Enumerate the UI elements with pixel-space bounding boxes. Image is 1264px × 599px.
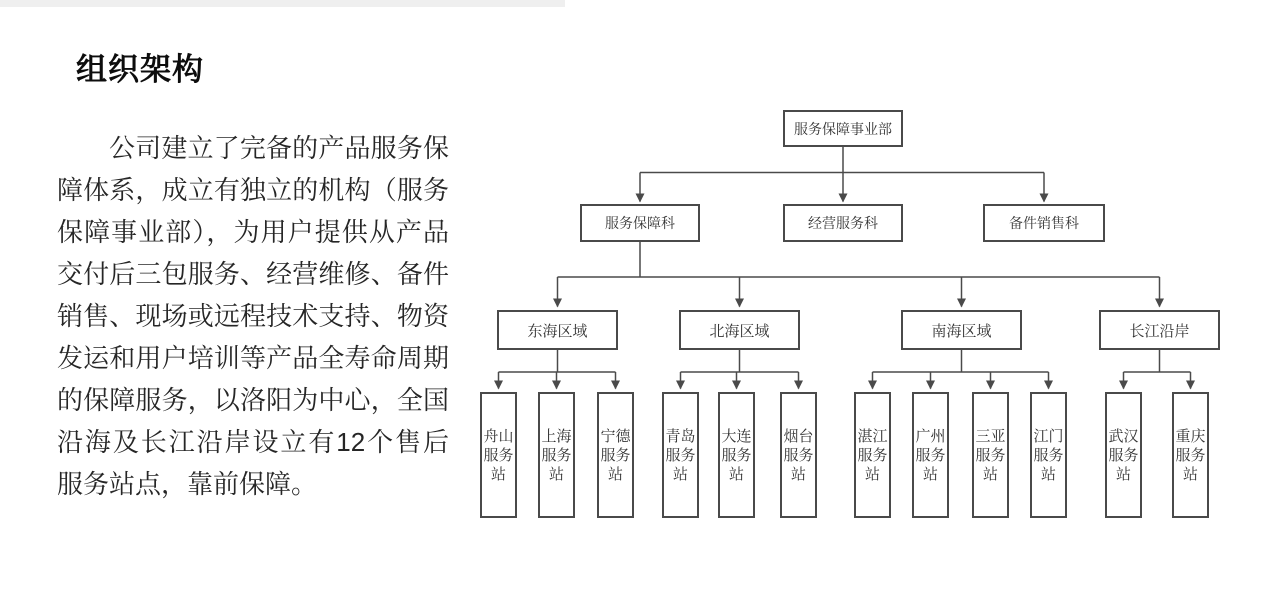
org-node-service-support-division: 服务保障事业部	[783, 110, 903, 147]
org-node-station-shanghai: 上海服务站	[538, 392, 575, 518]
org-node-region-east-sea: 东海区域	[497, 310, 618, 350]
org-node-region-north-sea: 北海区域	[679, 310, 800, 350]
org-node-station-chongqing: 重庆服务站	[1172, 392, 1209, 518]
intro-paragraph: 公司建立了完备的产品服务保障体系，成立有独立的机构（服务保障事业部），为用户提供从产品交付后三包服务、经营维修、备件销售、现场或远程技术支持、物资发运和用户培训等产品全寿命周期的保障服务，以洛阳为中心，全国沿海及长江沿岸设立有12个售后服务站点，靠前保障。	[57, 133, 449, 499]
org-node-station-ningde: 宁德服务站	[597, 392, 634, 518]
org-node-region-yangtze: 长江沿岸	[1099, 310, 1220, 350]
org-node-station-wuhan: 武汉服务站	[1105, 392, 1142, 518]
page-title: 组织架构	[76, 52, 204, 87]
org-node-station-guangzhou: 广州服务站	[912, 392, 949, 518]
org-node-region-south-sea: 南海区域	[901, 310, 1022, 350]
org-node-station-sanya: 三亚服务站	[972, 392, 1009, 518]
top-edge-strip	[0, 0, 565, 7]
org-node-station-qingdao: 青岛服务站	[662, 392, 699, 518]
org-node-station-zhoushan: 舟山服务站	[480, 392, 517, 518]
org-node-station-jiangmen: 江门服务站	[1030, 392, 1067, 518]
org-node-station-dalian: 大连服务站	[718, 392, 755, 518]
org-node-operation-service-section: 经营服务科	[783, 204, 903, 242]
org-node-station-yantai: 烟台服务站	[780, 392, 817, 518]
org-chart	[470, 100, 1230, 530]
org-node-spare-parts-sales-section: 备件销售科	[983, 204, 1105, 242]
org-node-service-support-section: 服务保障科	[580, 204, 700, 242]
org-node-station-zhanjiang: 湛江服务站	[854, 392, 891, 518]
